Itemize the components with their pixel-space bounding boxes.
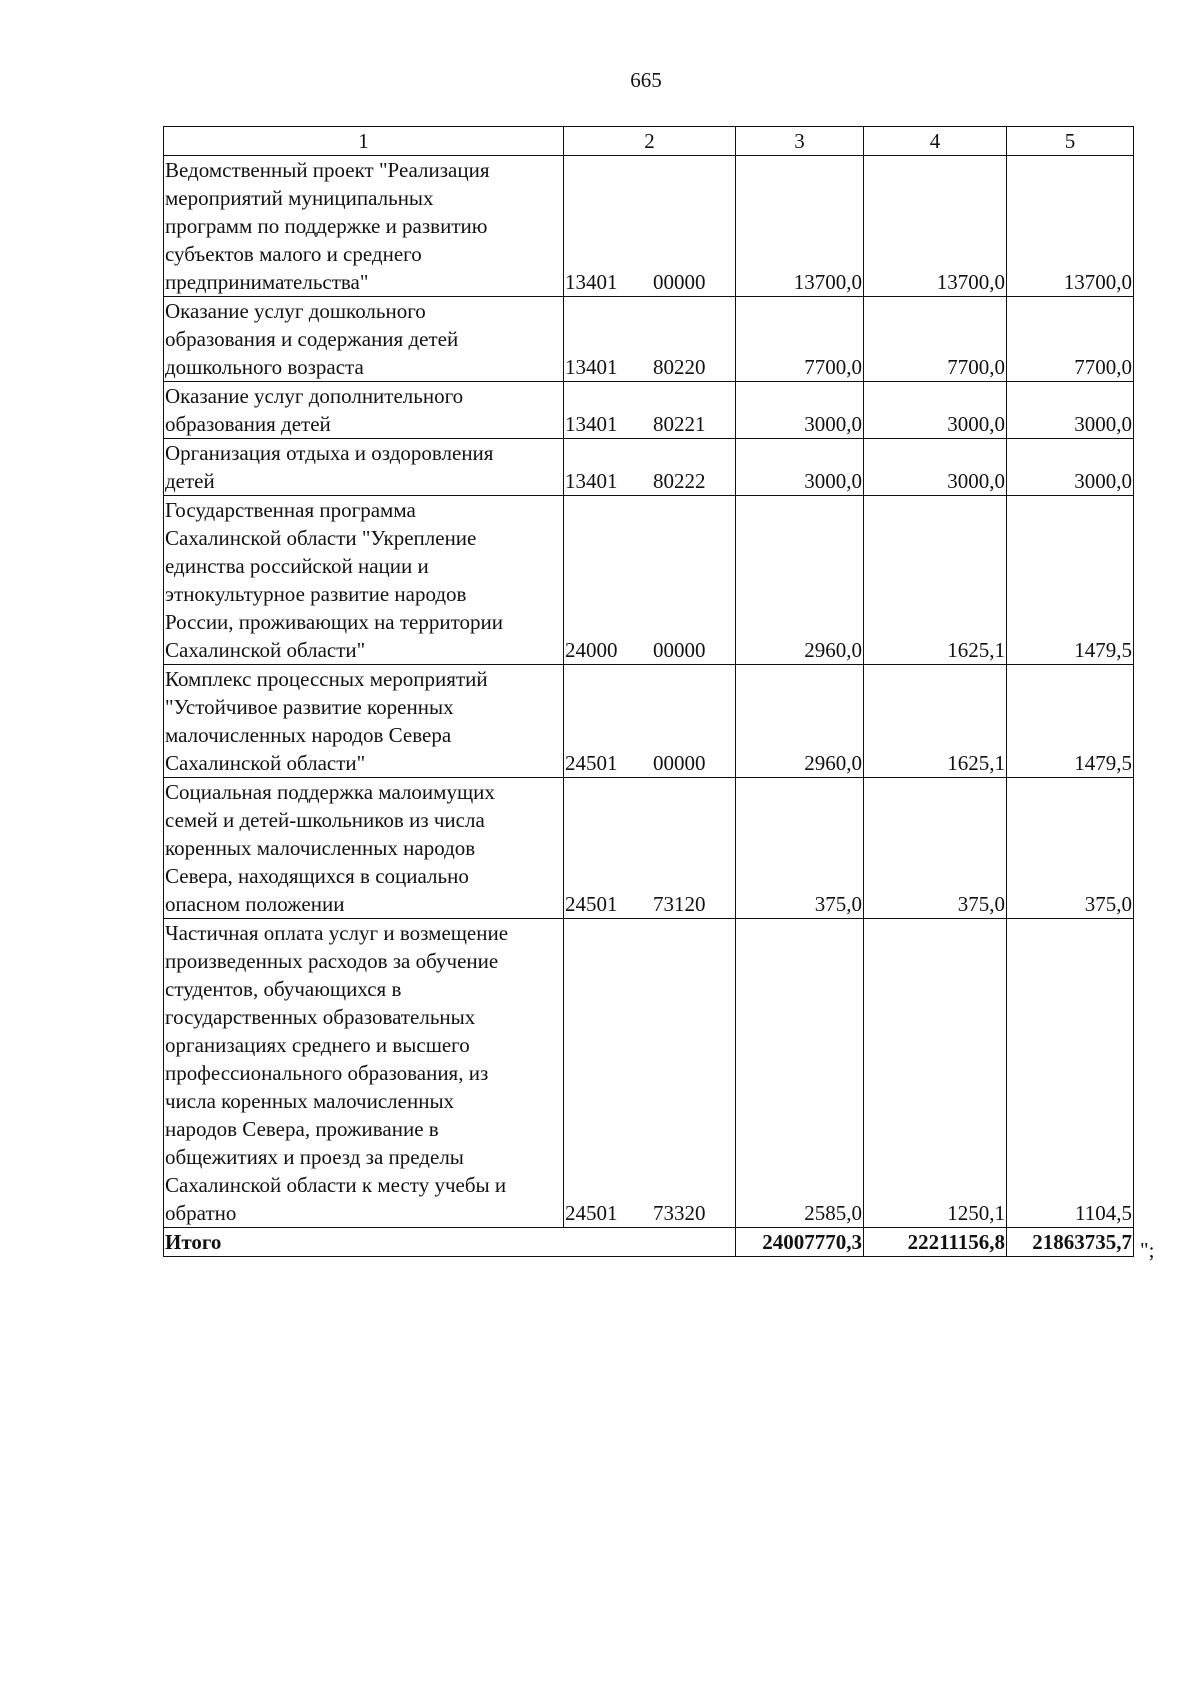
row-code [564,778,736,919]
column-header: 2 [564,127,736,156]
code-program: 13401 [565,469,618,493]
page-number: 665 [630,68,662,92]
code-direction: 80220 [653,355,706,379]
code-direction: 80221 [653,412,706,436]
row-code [564,496,736,665]
value-col5: 1104,5 [1007,919,1134,1228]
value-col3: 3000,0 [736,382,864,439]
row-name: Комплекс процессных мероприятий "Устойчивое развитие коренных малочисленных народов Севера Сахалинской области" [164,665,564,778]
row-name: Оказание услуг дополнительного образования детей [164,382,564,439]
code-direction: 00000 [653,751,706,775]
value-col3: 2585,0 [736,919,864,1228]
code-program: 13401 [565,270,618,294]
value-col5: 1479,5 [1007,665,1134,778]
value-col4: 1250,1 [864,919,1007,1228]
code-direction: 00000 [653,638,706,662]
row-name: Ведомственный проект "Реализация мероприятий муниципальных программ по поддержке и развитию субъектов малого и среднего предпринимательства" [164,156,564,297]
total-label: Итого [164,1228,736,1257]
value-col4: 13700,0 [864,156,1007,297]
value-col3: 7700,0 [736,297,864,382]
code-program: 13401 [565,412,618,436]
total-col5: 21863735,7 [1007,1228,1134,1257]
value-col5: 13700,0 [1007,156,1134,297]
code-direction: 80222 [653,469,706,493]
table-row [164,496,1134,665]
code-program: 24501 [565,751,618,775]
code-program: 13401 [565,355,618,379]
table-row [164,919,1134,1228]
value-col4: 375,0 [864,778,1007,919]
value-col5: 3000,0 [1007,439,1134,496]
total-col3: 24007770,3 [736,1228,864,1257]
table-row [164,297,1134,382]
row-name: Организация отдыха и оздоровления детей [164,439,564,496]
value-col3: 375,0 [736,778,864,919]
value-col5: 375,0 [1007,778,1134,919]
value-col4: 3000,0 [864,439,1007,496]
budget-table [163,126,1134,1257]
value-col3: 2960,0 [736,665,864,778]
row-name: Государственная программа Сахалинской области "Укрепление единства российской нации и этнокультурное развитие народов России, проживающих на территории Сахалинской области" [164,496,564,665]
row-code [564,439,736,496]
table-row [164,156,1134,297]
value-col4: 1625,1 [864,496,1007,665]
column-header: 5 [1007,127,1134,156]
row-code [564,665,736,778]
table-row [164,778,1134,919]
row-code [564,919,736,1228]
row-name: Частичная оплата услуг и возмещение произведенных расходов за обучение студентов, обучающихся в государственных образовательных организациях среднего и высшего профессионального образования, из числа коренных малочисленных народов Севера, проживание в общежитиях и проезд за пределы Сахалинской области к месту учебы и обратно [164,919,564,1228]
value-col4: 3000,0 [864,382,1007,439]
column-header: 4 [864,127,1007,156]
code-program: 24501 [565,892,618,916]
value-col3: 2960,0 [736,496,864,665]
value-col3: 13700,0 [736,156,864,297]
code-direction: 73120 [653,892,706,916]
row-name: Социальная поддержка малоимущих семей и детей-школьников из числа коренных малочисленных народов Севера, находящихся в социально опасном положении [164,778,564,919]
row-code [564,297,736,382]
row-code [564,382,736,439]
value-col5: 1479,5 [1007,496,1134,665]
row-code [564,156,736,297]
total-row [164,1228,1134,1257]
value-col5: 3000,0 [1007,382,1134,439]
column-header: 3 [736,127,864,156]
value-col4: 7700,0 [864,297,1007,382]
table-row [164,382,1134,439]
code-direction: 73320 [653,1201,706,1225]
column-header: 1 [164,127,564,156]
code-direction: 00000 [653,270,706,294]
table-header-row [164,127,1134,156]
code-program: 24000 [565,638,618,662]
table-row [164,439,1134,496]
value-col3: 3000,0 [736,439,864,496]
row-name: Оказание услуг дошкольного образования и содержания детей дошкольного возраста [164,297,564,382]
table-row [164,665,1134,778]
total-col4: 22211156,8 [864,1228,1007,1257]
value-col4: 1625,1 [864,665,1007,778]
closing-quote-mark: "; [1140,1238,1155,1262]
code-program: 24501 [565,1201,618,1225]
value-col5: 7700,0 [1007,297,1134,382]
